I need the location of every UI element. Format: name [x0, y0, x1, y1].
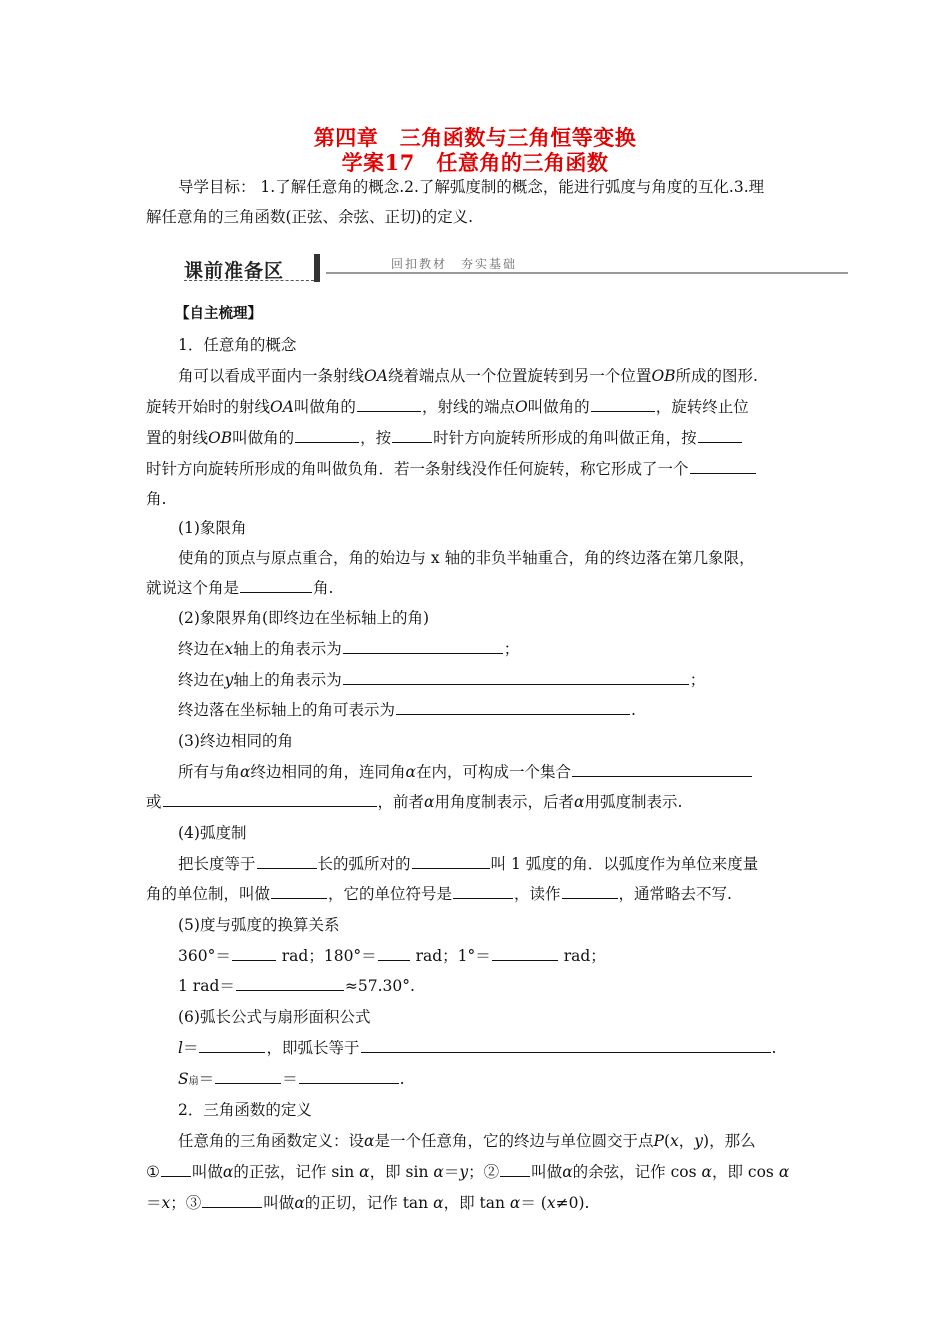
p1-line-3: 置的射线OB叫做角的 ，按 时针方向旋转所形成的角叫做正角，按 — [146, 426, 743, 448]
s6-heading: (6)弧长公式与扇形面积公式 — [178, 1008, 371, 1026]
blank[interactable] — [163, 791, 377, 807]
blank[interactable] — [492, 945, 558, 961]
section-banner — [176, 254, 848, 284]
p1-line-1: 角可以看成平面内一条射线OA绕着端点从一个位置旋转到另一个位置OB所成的图形. — [178, 367, 758, 385]
s6-arc-length-line: l＝ ，即弧长等于 . — [178, 1039, 777, 1057]
blank[interactable] — [591, 396, 655, 412]
blank[interactable] — [299, 1068, 399, 1084]
blank[interactable] — [562, 883, 618, 899]
s1-line-2: 就说这个角是 角. — [146, 579, 334, 597]
s3-heading: (3)终边相同的角 — [178, 732, 293, 750]
p1-line-5: 角. — [146, 490, 167, 508]
objectives-line-2: 解任意角的三角函数(正弦、余弦、正切)的定义. — [146, 208, 474, 226]
blank[interactable] — [232, 945, 276, 961]
section-heading: 【自主梳理】 — [175, 306, 262, 322]
blank[interactable] — [500, 1161, 530, 1177]
item-2-heading: 2．三角函数的定义 — [178, 1101, 312, 1119]
banner-title: 课前准备区 — [184, 260, 285, 282]
s2-y-axis-line: 终边在y轴上的角表示为 ； — [178, 671, 706, 689]
s5-heading: (5)度与弧度的换算关系 — [178, 916, 340, 934]
blank[interactable] — [378, 945, 410, 961]
lesson-title: 学案17 任意角的三角函数 — [341, 150, 609, 175]
s2-x-axis-line: 终边在x轴上的角表示为 ； — [178, 640, 520, 658]
blank[interactable] — [690, 458, 756, 474]
blank[interactable] — [412, 853, 490, 869]
blank[interactable] — [453, 883, 513, 899]
blank[interactable] — [257, 853, 317, 869]
blank[interactable] — [572, 761, 752, 777]
objectives-line-1: 导学目标： 1.了解任意角的概念.2.了解弧度制的概念，能进行弧度与角度的互化.3.理 — [178, 178, 765, 196]
blank[interactable] — [271, 883, 327, 899]
banner-subtitle: 回扣教材 夯实基础 — [391, 257, 518, 271]
blank[interactable] — [357, 396, 421, 412]
blank[interactable] — [343, 638, 503, 654]
blank[interactable] — [343, 669, 689, 685]
s6-area-line: S扇＝ ＝ . — [178, 1070, 405, 1088]
blank[interactable] — [361, 1037, 771, 1053]
banner-divider — [314, 254, 320, 282]
s2-heading: (2)象限界角(即终边在坐标轴上的角) — [178, 609, 430, 627]
blank[interactable] — [161, 1161, 191, 1177]
blank[interactable] — [202, 1192, 262, 1208]
p1-line-4: 时针方向旋转所形成的角叫做负角．若一条射线没作任何旋转，称它形成了一个 — [146, 457, 757, 479]
s4-heading: (4)弧度制 — [178, 824, 247, 842]
s1-heading: (1)象限角 — [178, 519, 247, 537]
blank[interactable] — [215, 1068, 281, 1084]
s2-axis-line: 终边落在坐标轴上的角可表示为 . — [178, 701, 636, 719]
s7-line-1: 任意角的三角函数定义：设α是一个任意角，它的终边与单位圆交于点P(x，y)，那么 — [178, 1132, 756, 1150]
s3-line-1: 所有与角α终边相同的角，连同角α在内，可构成一个集合 — [178, 760, 753, 782]
p1-line-2: 旋转开始时的射线OA叫做角的 ，射线的端点O叫做角的 ，旋转终止位 — [146, 398, 749, 416]
blank[interactable] — [236, 975, 344, 991]
blank[interactable] — [392, 427, 432, 443]
blank[interactable] — [698, 427, 742, 443]
banner-underline — [184, 280, 314, 281]
s7-line-3: ＝x；③ 叫做α的正切，记作 tan α，即 tan α＝ (x≠0). — [146, 1194, 590, 1212]
s1-line-1: 使角的顶点与原点重合，角的始边与 x 轴的非负半轴重合，角的终边落在第几象限， — [178, 549, 755, 567]
banner-rule — [326, 272, 848, 274]
s3-line-2: 或 ，前者α用角度制表示，后者α用弧度制表示. — [146, 793, 683, 811]
chapter-title: 第四章 三角函数与三角恒等变换 — [313, 125, 637, 150]
s5-line-1: 360°＝ rad；180°＝ rad；1°＝ rad； — [178, 947, 606, 965]
blank[interactable] — [199, 1037, 265, 1053]
blank[interactable] — [396, 699, 630, 715]
item-1-heading: 1．任意角的概念 — [178, 336, 297, 354]
s4-line-2: 角的单位制，叫做 ，它的单位符号是 ，读作 ，通常略去不写. — [146, 885, 732, 903]
blank[interactable] — [295, 427, 359, 443]
s7-line-2: ① 叫做α的正弦，记作 sin α，即 sin α＝y；② 叫做α的余弦，记作 cos α，即 cos α — [146, 1163, 790, 1181]
blank[interactable] — [240, 577, 312, 593]
s5-line-2: 1 rad＝ ≈57.30°. — [178, 977, 415, 995]
s4-line-1: 把长度等于 长的弧所对的 叫 1 弧度的角．以弧度作为单位来度量 — [178, 855, 759, 873]
